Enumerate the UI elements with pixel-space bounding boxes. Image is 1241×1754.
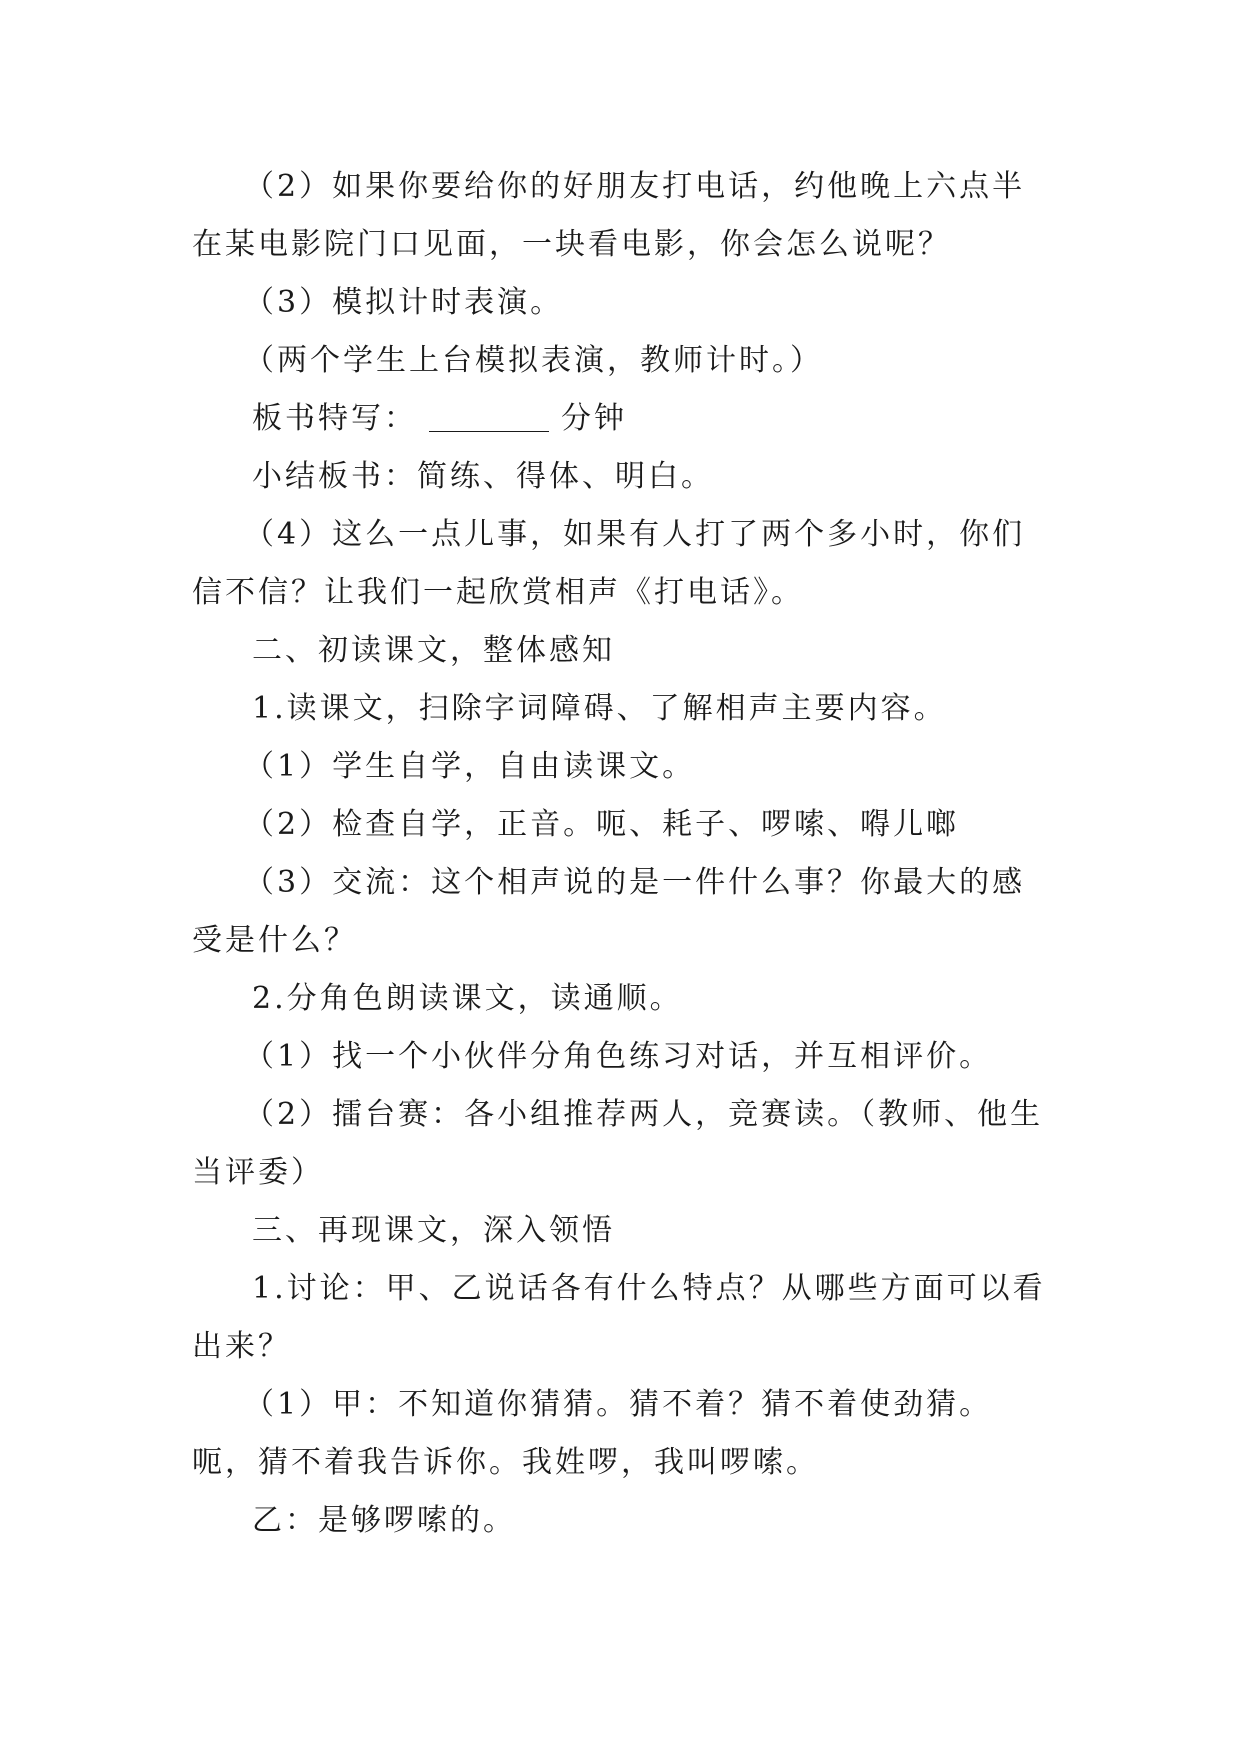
- paragraph: （两个学生上台模拟表演，教师计时。）: [244, 343, 823, 378]
- board-writing-label: 板书特写：: [252, 401, 417, 436]
- paragraph: （2）如果你要给你的好朋友打电话，约他晚上六点半在某电影院门口见面，一块看电影，你会怎么说呢？: [192, 169, 1026, 262]
- paragraph: （1）甲：不知道你猜猜。猜不着？猜不着使劲猜。呃，猜不着我告诉你。我姓啰，我叫啰嗦。: [192, 1387, 993, 1480]
- fill-in-blank: [429, 401, 549, 432]
- paragraph: （3）模拟计时表演。: [244, 285, 564, 320]
- paragraph: （4）这么一点儿事，如果有人打了两个多小时，你们信不信？让我们一起欣赏相声《打电话》。: [192, 517, 1026, 610]
- section-heading: 三、再现课文，深入领悟: [252, 1213, 615, 1248]
- paragraph: 1.讨论：甲、乙说话各有什么特点？从哪些方面可以看出来？: [192, 1271, 1046, 1364]
- paragraph: （1）找一个小伙伴分角色练习对话，并互相评价。: [244, 1039, 993, 1074]
- paragraph: （3）交流：这个相声说的是一件什么事？你最大的感受是什么？: [192, 865, 1026, 958]
- paragraph: 2.分角色朗读课文，读通顺。: [252, 981, 683, 1016]
- document-body: [192, 158, 1052, 1550]
- paragraph: （1）学生自学，自由读课文。: [244, 749, 696, 784]
- paragraph: （2）擂台赛：各小组推荐两人，竞赛读。（教师、他生当评委）: [192, 1097, 1044, 1190]
- section-heading: 二、初读课文，整体感知: [252, 633, 615, 668]
- paragraph: （2）检查自学，正音。呃、耗子、啰嗦、嘚儿啷: [244, 807, 960, 842]
- paragraph: 1.读课文，扫除字词障碍、了解相声主要内容。: [252, 691, 947, 726]
- paragraph-board-writing: [192, 390, 1052, 448]
- paragraph: 小结板书：简练、得体、明白。: [252, 459, 714, 494]
- board-writing-unit: 分钟: [561, 401, 627, 436]
- paragraph: 乙：是够啰嗦的。: [252, 1503, 516, 1538]
